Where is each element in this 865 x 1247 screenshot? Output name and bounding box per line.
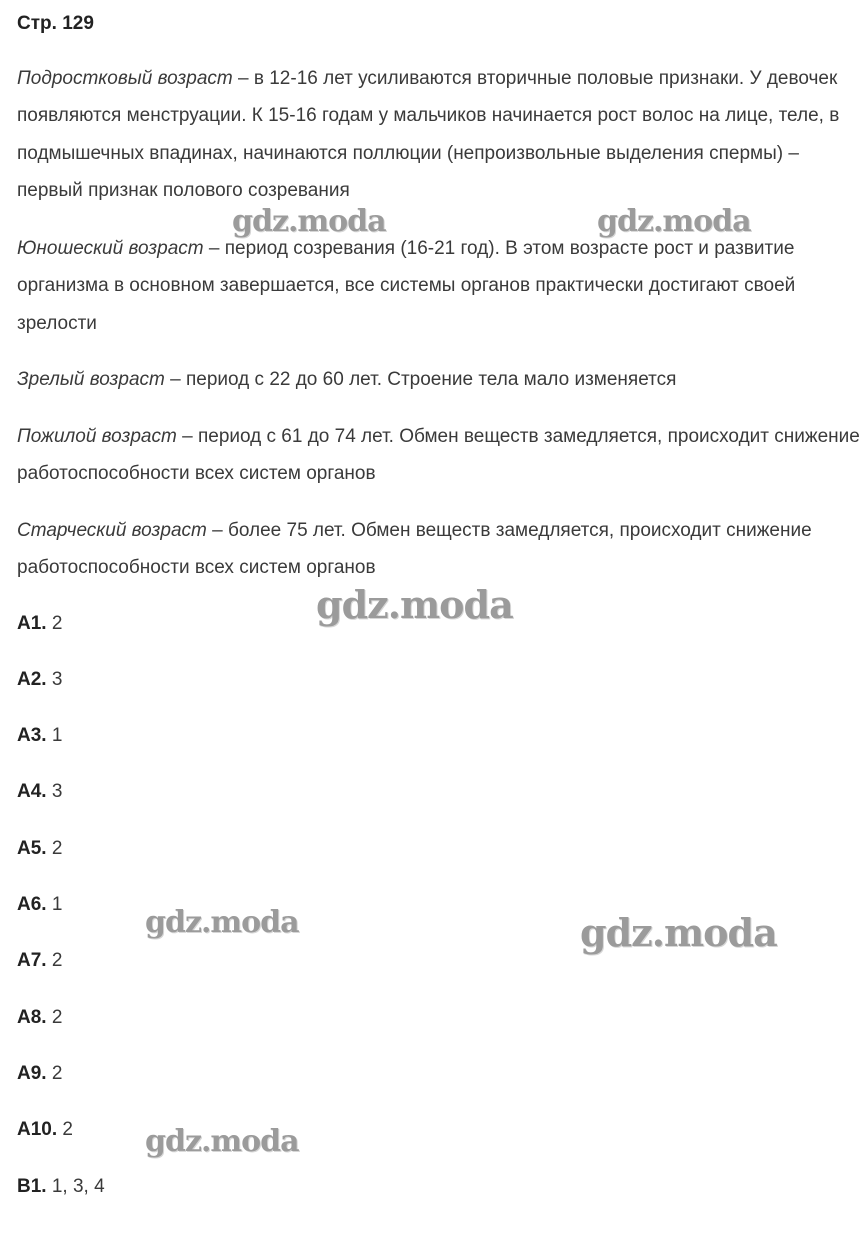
watermark: gdz.moda xyxy=(232,204,386,239)
term-description: – в 12-16 лет усиливаются вторичные половые признаки. У девочек появляются менструации. К 15-16 годам у мальчиков начинается рост волос на лице, теле, в подмышечных впадинах, начинаются поллюции (непроизвольные выделения спермы) – первый признак полового созревания xyxy=(17,68,840,201)
answer-a9 xyxy=(17,1060,62,1088)
answer-key: А7. xyxy=(17,950,47,971)
term-label: Старческий возраст xyxy=(17,520,207,541)
term-description: – более 75 лет. Обмен веществ замедляется, происходит снижение работоспособности всех систем органов xyxy=(17,520,812,579)
answer-value: 2 xyxy=(46,613,63,634)
answer-a6 xyxy=(17,891,62,919)
answer-key: А3. xyxy=(17,725,47,746)
answer-value: 1 xyxy=(46,894,63,915)
paragraph-adolescence xyxy=(17,60,862,209)
answer-key: А8. xyxy=(17,1007,47,1028)
answer-key: А2. xyxy=(17,669,47,690)
answer-a4 xyxy=(17,778,62,806)
paragraph-youth xyxy=(17,230,862,342)
answer-a1 xyxy=(17,610,62,638)
answer-b1 xyxy=(17,1173,105,1201)
answer-key: А1. xyxy=(17,613,47,634)
term-description: – период созревания (16-21 год). В этом возрасте рост и развитие организма в основном завершается, все системы органов практически достигают своей зрелости xyxy=(17,238,796,334)
answer-key: А9. xyxy=(17,1063,47,1084)
term-label: Подростковый возраст xyxy=(17,68,233,89)
watermark: gdz.moda xyxy=(316,582,513,627)
answer-value: 1 xyxy=(46,725,63,746)
paragraph-senile xyxy=(17,512,862,587)
watermark: gdz.moda xyxy=(145,1124,299,1159)
answer-value: 3 xyxy=(46,781,63,802)
answer-value: 2 xyxy=(46,950,63,971)
term-label: Зрелый возраст xyxy=(17,369,165,390)
answer-a3 xyxy=(17,722,62,750)
answer-key: А6. xyxy=(17,894,47,915)
answer-a2 xyxy=(17,666,62,694)
paragraph-mature xyxy=(17,361,862,398)
term-description: – период с 61 до 74 лет. Обмен веществ замедляется, происходит снижение работоспособности всех систем органов xyxy=(17,426,860,485)
term-label: Пожилой возраст xyxy=(17,426,177,447)
term-label: Юношеский возраст xyxy=(17,238,204,259)
answer-a8 xyxy=(17,1004,62,1032)
watermark: gdz.moda xyxy=(597,204,751,239)
watermark: gdz.moda xyxy=(580,910,777,955)
answer-value: 2 xyxy=(46,1007,63,1028)
answer-value: 2 xyxy=(46,1063,63,1084)
watermark: gdz.moda xyxy=(145,905,299,940)
answer-key: А5. xyxy=(17,838,47,859)
answer-value: 2 xyxy=(46,838,63,859)
answer-key: В1. xyxy=(17,1176,47,1197)
answer-value: 1, 3, 4 xyxy=(46,1176,105,1197)
page-heading: Стр. 129 xyxy=(17,13,94,34)
answer-value: 3 xyxy=(46,669,63,690)
answer-key: А4. xyxy=(17,781,47,802)
answer-a10 xyxy=(17,1116,73,1144)
term-description: – период с 22 до 60 лет. Строение тела мало изменяется xyxy=(164,369,677,390)
paragraph-elderly xyxy=(17,418,862,493)
answer-key: А10. xyxy=(17,1119,58,1140)
answer-a7 xyxy=(17,947,62,975)
answer-value: 2 xyxy=(57,1119,73,1140)
answer-a5 xyxy=(17,835,62,863)
